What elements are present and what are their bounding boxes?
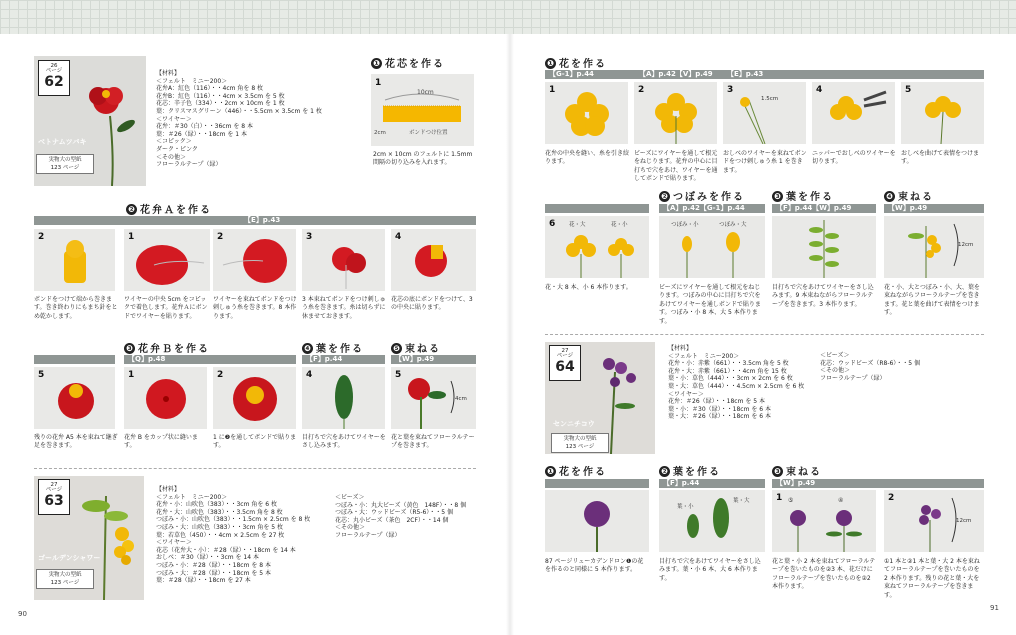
svg-text:⑤: ⑤: [788, 497, 794, 504]
petal-a-photo-2: 2: [34, 229, 115, 291]
bundle-photo-right: [884, 216, 984, 278]
flower-photo-6: 花・大 花・小 6: [545, 216, 649, 278]
petal-a-photo-6: 4: [391, 229, 476, 291]
purple-flower-photo: [545, 490, 649, 552]
svg-text:つぼみ・小: つぼみ・小: [671, 222, 699, 228]
page-badge-62: 26 ページ 62: [38, 60, 70, 96]
pattern-box: 実物大の型紙 123 ページ: [36, 154, 94, 174]
svg-text:2cm: 2cm: [374, 130, 386, 136]
page-badge-64: 27 ページ 64: [549, 345, 581, 381]
purple-bundle-photo-1: ⑤ ④ 1: [772, 490, 876, 552]
flower-photo-1: 1: [545, 82, 628, 144]
section-title-petal-a: ❷ 花弁Ａを作る: [126, 201, 212, 216]
svg-text:つぼみ・大: つぼみ・大: [719, 222, 747, 228]
core-dim-label: 10cm: [417, 89, 434, 96]
svg-text:花・大: 花・大: [569, 222, 586, 228]
purple-bundle-photo-2: 12cm 2: [884, 490, 984, 552]
core-caption: 2cm × 10cm のフェルトに 1.5mm 間隔の切り込みを入れます。: [373, 151, 473, 167]
page-number-left: 90: [18, 610, 27, 618]
svg-text:葉・小: 葉・小: [677, 504, 694, 510]
project-name: ベトナムツバキ: [38, 138, 87, 146]
section-title-bundle: ❺ 束ねる: [391, 340, 441, 355]
flower-photo-5: 5: [901, 82, 984, 144]
section-title-leaf: ❹ 葉を作る: [302, 340, 364, 355]
leaf-photo: 4: [302, 367, 385, 429]
flower-photo-4: 4: [812, 82, 895, 144]
divider: [34, 468, 476, 469]
section-title-core: ❶ 花芯を作る: [371, 55, 445, 70]
svg-text:花・小: 花・小: [611, 222, 628, 228]
grid-header-band: [0, 0, 1016, 34]
materials-list-3: 【材料】 ＜フェルト ミニー200＞ 花弁・小：赤紫（661）・・3.5cm 角を 5 枚 花弁・大：赤紫（661）・・4cm 角を 15 枚 葉・小：草色（444）・・3cm × 2cm を 6 枚 葉・大：草色（444）・・4.5cm × 2.5cm を 6 枚 ＜ワイヤー＞ 花弁：＃26（緑）・・18cm を 5 本 葉・小：＃30（緑）・・18cm を 6 本 葉・大：＃26（緑）・・18cm を 6 本: [668, 345, 805, 421]
leaf-branch-photo: [772, 216, 876, 278]
petal-a-photo-5: 3: [302, 229, 385, 291]
svg-text:12cm: 12cm: [958, 242, 974, 248]
svg-text:1.5cm: 1.5cm: [761, 96, 779, 102]
materials-list-3b: ＜ビーズ＞ 花芯：ウッドビーズ（R8-6）・・5 個 ＜その他＞ フローラルテープ（緑）: [820, 352, 921, 382]
bud-photo: [659, 216, 765, 278]
svg-text:葉・大: 葉・大: [733, 498, 750, 504]
section-title-flower: ❶ 花を作る: [545, 55, 607, 70]
section-band-petal-a: 【E】p.43: [34, 216, 476, 225]
petal-b-photo-5: 5: [34, 367, 115, 429]
svg-text:④: ④: [838, 497, 844, 504]
page-badge-63: 27 ページ 63: [38, 479, 70, 515]
section-title-petal-b: ❸ 花弁Ｂを作る: [124, 340, 210, 355]
materials-list-2b: ＜ビーズ＞ つぼみ・小：丸大ビーズ（黄色 148F）・・8 個 つぼみ・大：ウッドビーズ（R5-6）・・5 個 花芯：丸小ビーズ（茶色 2CF）・・14 個 ＜その他＞ フローラルテープ（緑）: [335, 494, 467, 539]
bundle-photo: 4cm 5: [391, 367, 476, 429]
petal-b-photo-1: 1: [124, 367, 207, 429]
petal-a-photo-4: 2: [213, 229, 296, 291]
petal-a-photo-3: 1: [124, 229, 210, 291]
core-photo: 10cm 2cm ボンドつけ位置 1: [371, 74, 474, 146]
materials-list: 【材料】 ＜フェルト ミニー200＞ 花弁A：紅色（116）・・4cm 角を 8 枚 花弁B：紅色（116）・・4cm × 3.5cm を 5 枚 花芯：辛子色（334）・・2cm × 10cm を 1 枚 葉：クリスマスグリーン（446）・・5.5cm × 3.5cm を 1 枚 ＜ワイヤー＞ 花弁：＃30（白）・・36cm を 8 本 葉：＃26（緑）・・18cm を 1 本 ＜コピック＞ ダーク・ピンク ＜その他＞ フローラルテープ（緑）: [156, 70, 322, 169]
flower-photo-3: 1.5cm 3: [723, 82, 806, 144]
petal-b-photo-2: 2: [213, 367, 296, 429]
page-number-right: 91: [990, 604, 999, 612]
svg-text:4cm: 4cm: [455, 396, 467, 402]
svg-text:12cm: 12cm: [956, 518, 972, 524]
svg-text:ボンドつけ位置: ボンドつけ位置: [409, 130, 448, 136]
materials-list-2: 【材料】 ＜フェルト ミニー200＞ 花弁・小：山吹色（383）・・3cm 角を 6 枚 花弁・大：山吹色（383）・・3.5cm 角を 8 枚 つぼみ・小：山吹色（383）・・1.5cm × 2.5cm を 8 枚 つぼみ・大：山吹色（383）・・3cm 角を 5 枚 葉：若草色（450）・・4cm × 2.5cm を 27 枚 ＜ワイヤー＞ 花芯（花弁大・小）：＃28（緑）・・18cm を 14 本 おしべ：＃30（緑）・・3cm を 14 本 つぼみ・小：＃28（緑）・・18cm を 8 本 つぼみ・大：＃28（緑）・・18cm を 5 本 葉：＃28（緑）・・18cm を 27 本: [156, 486, 311, 585]
purple-leaf-photo: [659, 490, 765, 552]
page-spine: [506, 34, 514, 635]
flower-photo-2: 2: [634, 82, 717, 144]
